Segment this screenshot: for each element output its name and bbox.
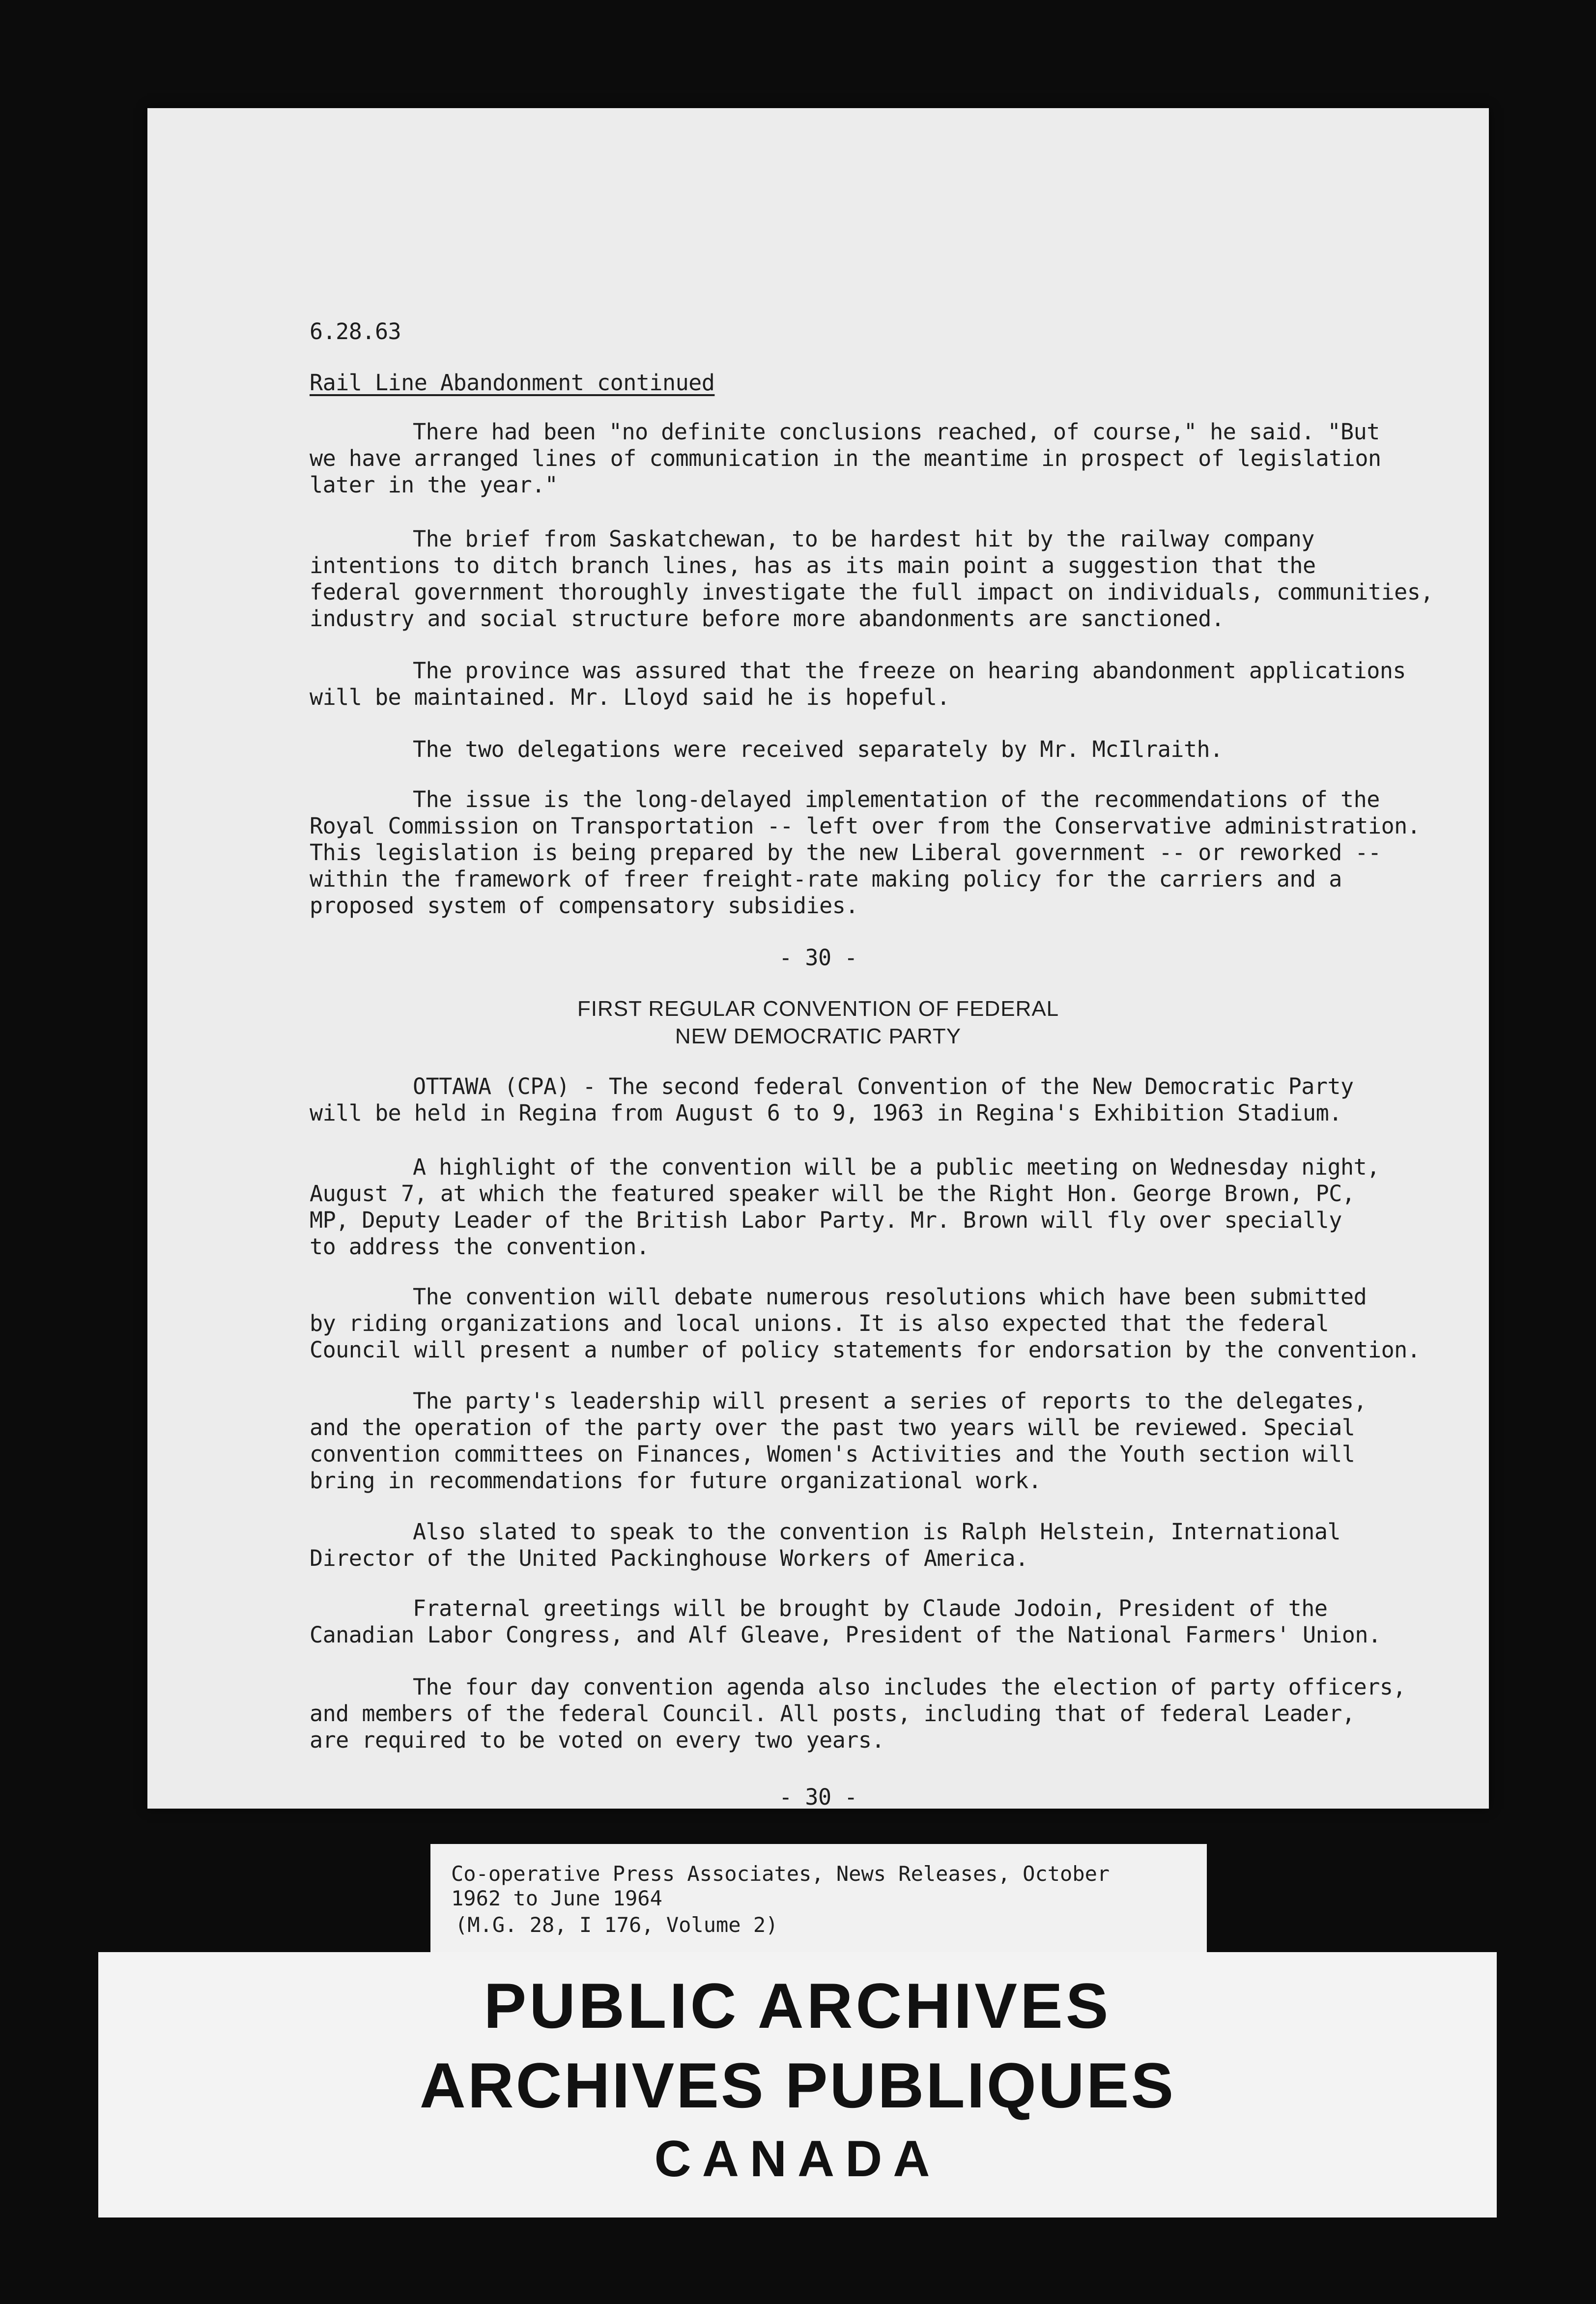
- release-title-line-1: FIRST REGULAR CONVENTION OF FEDERAL: [577, 997, 1059, 1021]
- paragraph: The brief from Saskatchewan, to be hardest hit by the railway company intentions to ditch branch lines, has as its main point a suggestion that the federal government thoroughly investigate the full impact on individuals, communities, industry and social structure before more abandonments are sanctioned.: [310, 526, 1433, 632]
- paragraph: The province was assured that the freeze on hearing abandonment applications will be maintained. Mr. Lloyd said he is hopeful.: [310, 658, 1406, 710]
- release-title-line-2: NEW DEMOCRATIC PARTY: [675, 1024, 962, 1048]
- paragraph: OTTAWA (CPA) - The second federal Convention of the New Democratic Party will be held in Regina from August 6 to 9, 1963 in Regina's Exhibition Stadium.: [310, 1073, 1354, 1126]
- document-page: [147, 108, 1489, 1809]
- paragraph: The convention will debate numerous resolutions which have been submitted by riding organizations and local unions. It is also expected that the federal Council will present a number of policy statements for endorsation by the convention.: [310, 1284, 1421, 1363]
- archives-title-french: ARCHIVES PUBLIQUES: [419, 2049, 1176, 2121]
- source-citation-label: [430, 1844, 1207, 1957]
- paragraph: Fraternal greetings will be brought by Claude Jodoin, President of the Canadian Labor Congress, and Alf Gleave, President of the National Farmers' Union.: [310, 1595, 1381, 1648]
- page-end-marker: - 30 -: [779, 1784, 857, 1810]
- archives-country: CANADA: [654, 2131, 941, 2188]
- paragraph: Also slated to speak to the convention is Ralph Helstein, International Director of the United Packinghouse Workers of America.: [310, 1519, 1341, 1571]
- section-heading: Rail Line Abandonment continued: [310, 370, 715, 396]
- paragraph: There had been "no definite conclusions reached, of course," he said. "But we have arranged lines of communication in the meantime in prospect of legislation later in the year.": [310, 419, 1381, 498]
- paragraph: A highlight of the convention will be a public meeting on Wednesday night, August 7, at which the featured speaker will be the Right Hon. George Brown, PC, MP, Deputy Leader of the British Labor Party. Mr. Brown will fly over specially to address the convention.: [310, 1154, 1380, 1260]
- paragraph: The party's leadership will present a series of reports to the delegates, and the operation of the party over the past two years will be reviewed. Special convention committees on Finances, Women's Activities and the Youth section will bring in recommendations for future organizational work.: [310, 1388, 1367, 1494]
- source-citation-reference: (M.G. 28, I 176, Volume 2): [455, 1913, 778, 1937]
- paragraph: The two delegations were received separately by Mr. McIlraith.: [413, 736, 1223, 762]
- paragraph: The issue is the long-delayed implementation of the recommendations of the Royal Commission on Transportation -- left over from the Conservative administration. This legislation is being prepared by the new Liberal government -- or reworked -- within the framework of freer freight-rate making policy for the carriers and a proposed system of compensatory subsidies.: [310, 786, 1421, 919]
- paragraph: The four day convention agenda also includes the election of party officers, and members of the federal Council. All posts, including that of federal Leader, are required to be voted on every two years.: [310, 1674, 1406, 1753]
- public-archives-card: [98, 1952, 1497, 2218]
- archives-title-english: PUBLIC ARCHIVES: [484, 1970, 1112, 2042]
- document-date: 6.28.63: [310, 318, 401, 345]
- source-citation-text: Co-operative Press Associates, News Releases, October 1962 to June 1964: [451, 1862, 1110, 1910]
- page-end-marker: - 30 -: [779, 945, 857, 971]
